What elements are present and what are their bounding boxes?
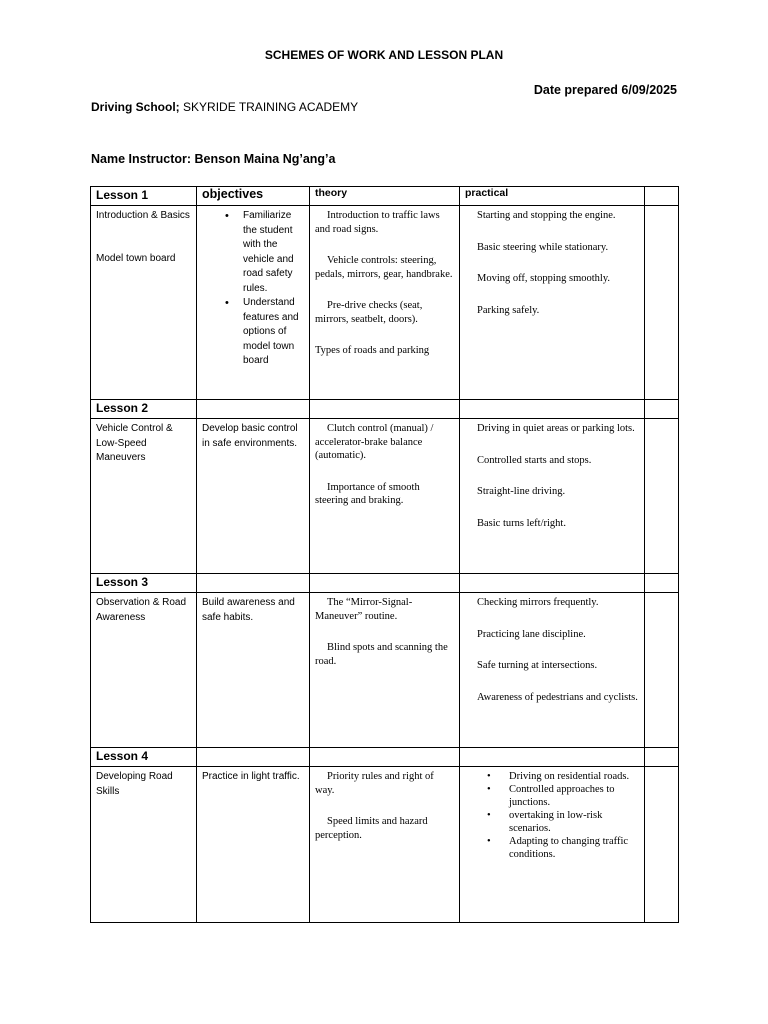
lesson-2-theory-cell (310, 419, 460, 574)
lesson-2-theory-2: Importance of smooth steering and braking. (315, 481, 420, 506)
document-title: SCHEMES OF WORK AND LESSON PLAN (264, 48, 504, 62)
lesson-2-practical-cell (460, 419, 645, 574)
lesson-1-practical-2: Basic steering while stationary. (477, 241, 609, 253)
instructor-name: Name Instructor: Benson Maina Ng’ang’a (91, 152, 336, 166)
lesson-3-practical-4: Awareness of pedestrians and cyclists. (477, 691, 638, 703)
lesson-3-theory-2: Blind spots and scanning the road. (315, 642, 448, 667)
lesson-4-label: Lesson 4 (91, 748, 197, 767)
lesson-3-practical-2: Practicing lane discipline. (477, 628, 586, 640)
lesson-2-label: Lesson 2 (91, 400, 197, 419)
school-line (91, 100, 358, 114)
extra-header-cell (645, 187, 679, 206)
school-label: Driving School; (91, 100, 180, 114)
lesson-1-practical-cell (460, 206, 645, 400)
lesson-1-theory-cell (310, 206, 460, 400)
lesson-1-practical-3: Moving off, stopping smoothly. (477, 273, 611, 284)
lesson-1-topic: Introduction & Basics (96, 210, 190, 221)
lesson-3-theory-1: The “Mirror-Signal-Maneuver” routine. (315, 597, 413, 622)
theory-header: theory (310, 187, 460, 206)
lesson-1-topic-extra: Model town board (96, 252, 176, 264)
lesson-3-practical-3: Safe turning at intersections. (477, 660, 598, 671)
lesson-1-label: Lesson 1 (91, 187, 197, 206)
lesson-4-theory-cell (310, 767, 460, 923)
lesson-plan-table (90, 186, 679, 923)
lesson-1-theory-1: Introduction to traffic laws and road signs. (315, 210, 440, 235)
practical-header: practical (460, 187, 645, 206)
lesson-1-practical-4: Parking safely. (477, 304, 540, 316)
lesson-1-extra-cell (645, 206, 679, 400)
lesson-2-practical-2: Controlled starts and stops. (477, 454, 592, 466)
lesson-2-objective: Develop basic control in safe environments. (197, 419, 310, 574)
lesson-4-objective: Practice in light traffic. (197, 767, 310, 923)
lesson-3-extra-cell (645, 593, 679, 748)
lesson-2-practical-3: Straight-line driving. (477, 486, 566, 497)
lesson-4-practical-4: • Adapting to changing traffic conditions. (487, 835, 639, 861)
lesson-1-theory-2: Vehicle controls: steering, pedals, mirrors, gear, handbrake. (315, 255, 453, 280)
date-prepared: Date prepared 6/09/2025 (533, 83, 677, 97)
lesson-1-content-row (91, 206, 679, 400)
lesson-3-topic: Observation & Road Awareness (91, 593, 197, 748)
lesson-3-content-row (91, 593, 679, 748)
lesson-2-topic: Vehicle Control & Low-Speed Maneuvers (91, 419, 197, 574)
school-name: SKYRIDE TRAINING ACADEMY (183, 100, 359, 114)
lesson-2-content-row (91, 419, 679, 574)
lesson-3-practical-1: Checking mirrors frequently. (477, 597, 599, 608)
lesson-4-theory-1: Priority rules and right of way. (315, 771, 434, 796)
lesson-4-content-row (91, 767, 679, 923)
lesson-2-practical-1: Driving in quiet areas or parking lots. (477, 423, 635, 434)
lesson-2-header-row (91, 400, 679, 419)
lesson-3-theory-cell (310, 593, 460, 748)
lesson-2-theory-1: Clutch control (manual) / accelerator-brake balance (automatic). (315, 423, 434, 461)
objectives-header: objectives (197, 187, 310, 206)
lesson-1-theory-3: Pre-drive checks (seat, mirrors, seatbelt, doors). (315, 300, 423, 325)
lesson-1-objective-1: • Familiarize the student with the vehicle and road safety rules. (221, 209, 304, 296)
lesson-1-theory-4: Types of roads and parking (315, 345, 430, 356)
lesson-4-header-row (91, 748, 679, 767)
lesson-4-practical-cell (460, 767, 645, 923)
lesson-4-practical-1: • Driving on residential roads. (487, 770, 639, 783)
lesson-1-topic-cell (91, 206, 197, 400)
lesson-3-label: Lesson 3 (91, 574, 197, 593)
lesson-1-objectives-cell (197, 206, 310, 400)
lesson-4-practical-3: • overtaking in low-risk scenarios. (487, 809, 639, 835)
lesson-4-practical-2: • Controlled approaches to junctions. (487, 783, 639, 809)
lesson-1-objective-2: • Understand features and options of model town board (221, 296, 304, 369)
lesson-2-practical-4: Basic turns left/right. (477, 517, 566, 529)
lesson-3-objective: Build awareness and safe habits. (197, 593, 310, 748)
lesson-1-practical-1: Starting and stopping the engine. (477, 210, 616, 221)
lesson-4-topic: Developing Road Skills (91, 767, 197, 923)
lesson-4-extra-cell (645, 767, 679, 923)
lesson-1-header-row (91, 187, 679, 206)
lesson-2-extra-cell (645, 419, 679, 574)
lesson-3-practical-cell (460, 593, 645, 748)
lesson-4-theory-2: Speed limits and hazard perception. (315, 816, 428, 841)
lesson-3-header-row (91, 574, 679, 593)
